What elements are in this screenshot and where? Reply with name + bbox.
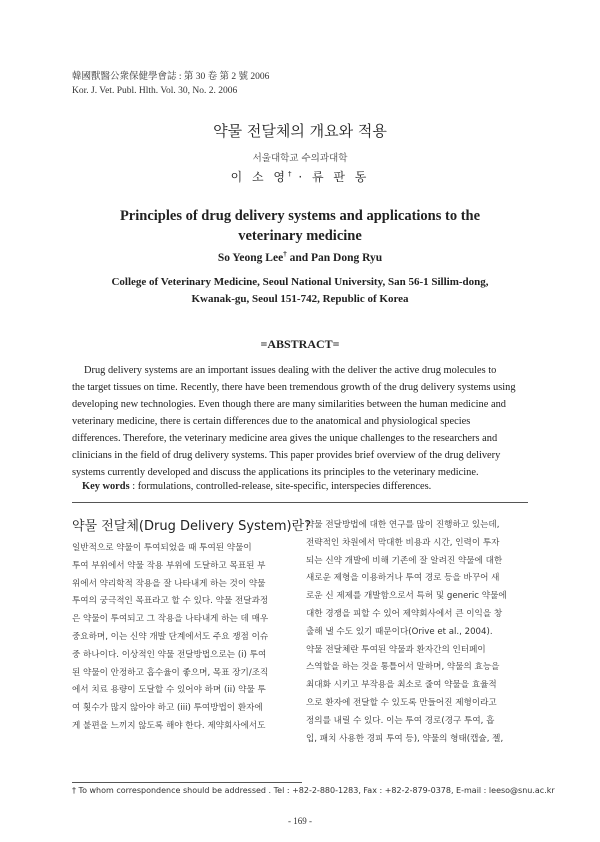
- body-line: 일반적으로 약물이 투여되었을 때 투여된 약물이: [72, 543, 252, 553]
- body-line: 약물 전달체란 투여된 약물과 환자간의 인터페이: [306, 644, 486, 655]
- journal-citation-korean: 韓國獸醫公衆保健學會誌 : 第 30 卷 第 2 號 2006: [72, 72, 270, 82]
- body-line: 위에서 약리학적 작용을 잘 나타내게 하는 것이 약물: [72, 578, 266, 589]
- body-line: 중요하며, 이는 신약 개발 단계에서도 주요 쟁점 이슈: [72, 631, 269, 642]
- body-line: 스역할을 하는 것을 통틀어서 말하며, 약물의 효능을: [306, 662, 500, 673]
- journal-citation-english: Kor. J. Vet. Publ. Hlth. Vol. 30, No. 2. 2006: [72, 86, 238, 96]
- english-corresponding-mark: †: [283, 250, 287, 258]
- english-author-2: and Pan Dong Ryu: [286, 251, 383, 264]
- abstract-divider: [72, 502, 528, 503]
- abstract-line: the target tissues on time. Recently, there have been tremendous growth of the drug delivery systems using: [72, 382, 516, 393]
- english-affiliation: College of Veterinary Medicine, Seoul National University, San 56-1 Sillim-dong, Kwanak-gu, Seoul 151-742, Republic of Korea: [111, 276, 489, 305]
- body-line: 되는 신약 개발에 비해 기존에 잘 알려진 약물에 대한: [306, 555, 503, 566]
- korean-institution: 서울대학교 수의과대학: [252, 153, 348, 164]
- abstract-body: [72, 362, 528, 481]
- body-line: 정의를 내릴 수 있다. 이는 투여 경로(경구 투여, 흡: [306, 715, 495, 726]
- footnote-divider: [72, 782, 302, 783]
- abstract-line: differences. Therefore, the veterinary medicine area gives the unique challenges to the researchers and: [72, 433, 498, 444]
- body-line: 으로 환자에 전달할 수 있도록 만들어진 제형이라고: [306, 697, 497, 708]
- keywords-text: : formulations, controlled-release, site-specific, interspecies differences.: [129, 481, 432, 492]
- body-line: 중 하나이다. 이상적인 약물 전달방법으로는 (i) 투여: [72, 649, 267, 660]
- abstract-line: clinicians in the field of drug delivery systems. This paper provides brief overview of the drug delivery: [72, 450, 501, 461]
- keywords-label: Key words: [82, 481, 130, 492]
- corresponding-mark: †: [288, 170, 292, 178]
- body-line: 게 불편을 느끼지 않도록 해야 한다. 제약회사에서도: [72, 720, 266, 731]
- page-number: - 169 -: [288, 816, 312, 826]
- body-line: 된 약물이 안정하고 흡수율이 좋으며, 목표 장기/조직: [72, 667, 269, 678]
- english-authors: [0, 250, 600, 264]
- korean-authors: [0, 168, 600, 185]
- abstract-line: Drug delivery systems are an important issues dealing with the deliver the active drug molecules to: [84, 365, 497, 376]
- section-title: 약물 전달체(Drug Delivery System)란?: [72, 519, 312, 534]
- abstract-line: veterinary medicine, there is certain differences due to the anatomical and physiological species: [72, 416, 471, 427]
- body-line: 약물 전달방법에 대한 연구를 많이 진행하고 있는데,: [306, 520, 500, 530]
- body-line: 로운 신 제제를 개발함으로서 특허 및 generic 약물에: [306, 591, 507, 602]
- body-line: 입, 패치 사용한 경피 투여 등), 약물의 형태(캡슐, 젤,: [306, 733, 504, 744]
- korean-author-2: · 류 판 동: [291, 170, 370, 184]
- body-column-right: [306, 517, 528, 748]
- body-line: 은 약물이 투여되고 그 작용을 나타내게 하는 데 매우: [72, 614, 269, 625]
- keywords: [82, 481, 528, 492]
- abstract-line: systems currently developed and discuss the applications its principles to the veterinary medicine.: [72, 467, 479, 478]
- body-line: 출해 낼 수도 있기 때문이다(Orive et al., 2004).: [306, 626, 493, 637]
- body-line: 전략적인 차원에서 막대한 비용과 시간, 인력이 투자: [306, 537, 500, 548]
- english-author-1: So Yeong Lee: [217, 251, 284, 264]
- body-line: 에서 치료 용량이 도달할 수 있어야 하며 (ii) 약물 투: [72, 685, 266, 696]
- body-line: 새로운 제형을 이용하거나 투여 경로 등을 바꾸어 새: [306, 573, 500, 584]
- korean-author-1: 이 소 영: [230, 170, 289, 184]
- abstract-heading: =ABSTRACT=: [260, 337, 340, 351]
- body-line: 대한 경쟁을 피할 수 있어 제약회사에서 큰 이익을 창: [306, 608, 503, 619]
- body-line: 여 횟수가 많지 않아야 하고 (iii) 투여방법이 환자에: [72, 703, 263, 714]
- body-column-left: [72, 540, 294, 736]
- footnote: † To whom correspondence should be addressed . Tel : +82-2-880-1283, Fax : +82-2-879-0378, E-mail : leeso@snu.ac.kr: [72, 786, 555, 795]
- journal-citation: [72, 70, 269, 98]
- body-line: 최대화 시키고 부작용을 최소로 줄여 약물을 효율적: [306, 680, 497, 691]
- korean-title: 약물 전달체의 개요와 적용: [213, 122, 387, 140]
- body-line: 투여의 궁극적인 목표라고 할 수 있다. 약물 전달과정: [72, 596, 269, 607]
- abstract-line: developing new technologies. Even though there are many similarities between the human medicine and: [72, 399, 506, 410]
- english-title: Principles of drug delivery systems and applications to the veterinary medicine: [119, 208, 481, 244]
- body-line: 투여 부위에서 약물 작용 부위에 도달하고 목표된 부: [72, 560, 266, 571]
